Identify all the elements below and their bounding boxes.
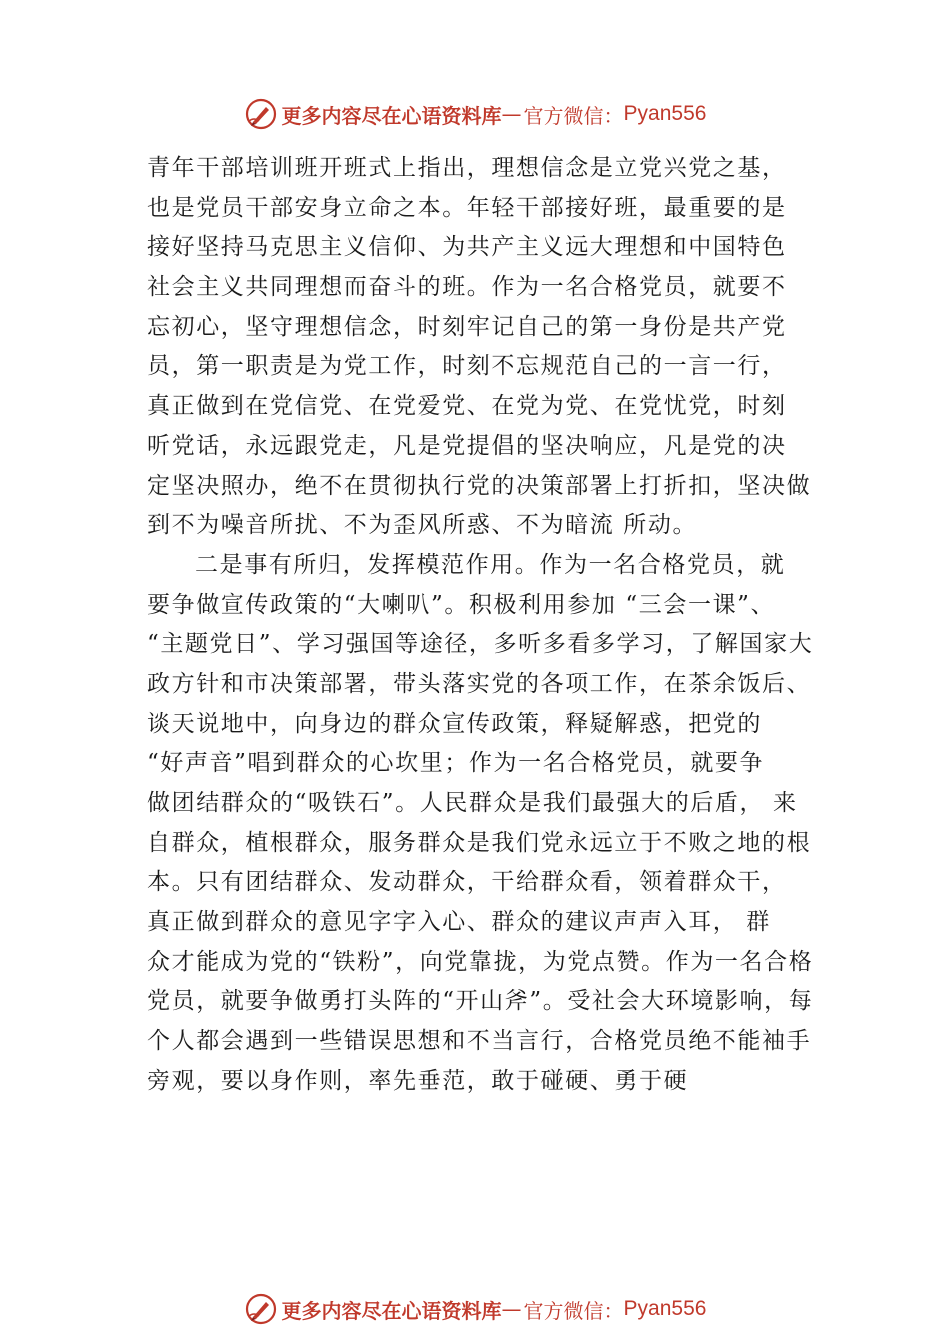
pen-icon xyxy=(244,1292,278,1326)
text-line: 党员，就要争做勇打头阵的“开山斧”。受社会大环境影响，每 xyxy=(147,988,814,1015)
banner-wechat-label: 官方微信： xyxy=(523,103,624,128)
document-body xyxy=(147,149,819,1102)
text-line: 定坚决照办，绝不在贯彻执行党的决策部署上打折扣，坚决做 xyxy=(147,472,812,499)
text-line: 接好坚持马克思主义信仰、为共产主义远大理想和中国特色 xyxy=(147,234,787,261)
text-line: 个人都会遇到一些错误思想和不当言行，合格党员绝不能袖手 xyxy=(147,1028,812,1055)
banner-separator: — xyxy=(501,1297,522,1321)
text-line: 要争做宣传政策的“大喇叭”。积极利用参加 “三会一课”、 xyxy=(147,591,776,618)
text-line: 政方针和市决策部署，带头落实党的各项工作，在茶余饭后、 xyxy=(147,670,812,697)
text-line: 自群众，植根群众，服务群众是我们党永远立于不败之地的根 xyxy=(147,829,812,856)
paragraph-start-line: 二是事有所归，发挥模范作用。作为一名合格党员，就 xyxy=(195,551,786,578)
text-line: 到不为噪音所扰、不为歪风所惑、不为暗流 所动。 xyxy=(147,512,698,539)
text-line: “好声音”唱到群众的心坎里；作为一名合格党员，就要争 xyxy=(147,750,765,777)
text-line: 旁观，要以身作则，率先垂范，敢于碰硬、勇于硬 xyxy=(147,1067,689,1094)
banner-brand: 更多内容尽在心语资料库 xyxy=(281,103,502,128)
text-line: 谈天说地中，向身边的群众宣传政策，释疑解惑，把党的 xyxy=(147,710,762,737)
text-line: 也是党员干部安身立命之本。年轻干部接好班，最重要的是 xyxy=(147,194,787,221)
banner-wechat-id: Pyan556 xyxy=(623,1297,707,1320)
text-line: “主题党日”、学习强国等途径，多听多看多学习，了解国家大 xyxy=(147,631,814,658)
text-line: 忘初心，坚守理想信念，时刻牢记自己的第一身份是共产党 xyxy=(147,313,787,340)
text-line: 本。只有团结群众、发动群众，干给群众看，领着群众干， xyxy=(147,869,787,896)
banner-separator: — xyxy=(501,102,522,126)
text-line: 社会主义共同理想而奋斗的班。作为一名合格党员，就要不 xyxy=(147,274,787,301)
text-line: 员，第一职责是为党工作，时刻不忘规范自己的一言一行， xyxy=(147,353,787,380)
text-line: 听党话，永远跟党走，凡是党提倡的坚决响应，凡是党的决 xyxy=(147,432,787,459)
pen-icon xyxy=(244,97,278,131)
text-line: 众才能成为党的“铁粉”，向党靠拢，为党点赞。作为一名合格 xyxy=(147,948,814,975)
banner-wechat-id: Pyan556 xyxy=(623,102,707,125)
text-line: 青年干部培训班开班式上指出，理想信念是立党兴党之基， xyxy=(147,155,787,181)
footer-banner xyxy=(0,1289,950,1329)
header-banner xyxy=(0,94,950,134)
text-line: 真正做到在党信党、在党爱党、在党为党、在党忧党，时刻 xyxy=(147,393,787,420)
banner-wechat-label: 官方微信： xyxy=(523,1298,624,1323)
text-line: 真正做到群众的意见字字入心、群众的建议声声入耳， 群 xyxy=(147,909,771,936)
banner-brand: 更多内容尽在心语资料库 xyxy=(281,1298,502,1323)
text-line: 做团结群众的“吸铁石”。人民群众是我们最强大的后盾， 来 xyxy=(147,790,798,816)
